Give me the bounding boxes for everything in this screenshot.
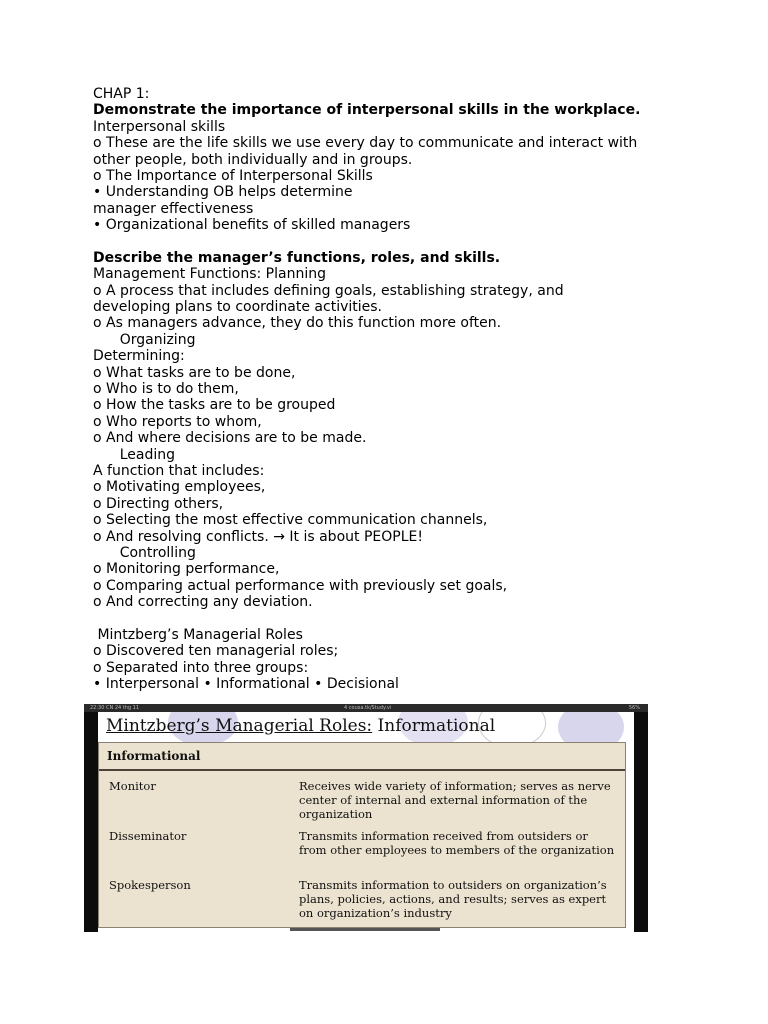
role-name: Disseminator (109, 829, 187, 843)
text-line: o Discovered ten managerial roles; (93, 643, 339, 660)
text-line: o Monitoring performance, (93, 561, 280, 578)
text-line: o Who reports to whom, (93, 413, 262, 430)
text-line: o And resolving conflicts. → It is about PEOPLE! (93, 528, 423, 545)
roles-table (98, 742, 626, 928)
text-line: Management Functions: Planning (93, 266, 326, 283)
text-line: • Organizational benefits of skilled managers (93, 217, 411, 234)
text-line: o These are the life skills we use every day to communicate and interact with (93, 135, 638, 152)
slide-title-suffix: Informational (372, 716, 496, 736)
table-divider (99, 769, 625, 771)
home-indicator (290, 928, 440, 931)
text-line: o A process that includes defining goals, establishing strategy, and (93, 282, 564, 299)
phone-status-bar (84, 704, 648, 712)
text-line: o How the tasks are to be grouped (93, 397, 336, 414)
status-battery: 56% (628, 705, 640, 711)
text-line: • Interpersonal • Informational • Decisional (93, 676, 399, 693)
text-line: o What tasks are to be done, (93, 364, 296, 381)
text-line: manager effectiveness (93, 200, 254, 217)
status-url: 4 cousa.tk/Study.vi (344, 705, 392, 711)
text-line: o Selecting the most effective communication channels, (93, 512, 488, 529)
text-line: Interpersonal skills (93, 118, 226, 135)
text-line (93, 234, 693, 250)
table-heading: Informational (107, 749, 201, 763)
text-line: • Understanding OB helps determine (93, 184, 353, 201)
section-heading: Describe the manager’s functions, roles, and skills. (93, 249, 501, 266)
text-line: A function that includes: (93, 462, 265, 479)
role-name: Spokesperson (109, 878, 191, 892)
text-line (93, 611, 693, 627)
text-line: o The Importance of Interpersonal Skills (93, 167, 373, 184)
text-line: Leading (93, 446, 175, 463)
text-line: o And where decisions are to be made. (93, 430, 367, 447)
text-line: o Separated into three groups: (93, 659, 309, 676)
text-line: Organizing (93, 331, 196, 348)
text-line: o Who is to do them, (93, 381, 239, 398)
slide-title (106, 716, 495, 736)
text-line: o Motivating employees, (93, 479, 266, 496)
text-line: Mintzberg’s Managerial Roles (93, 626, 303, 643)
role-name: Monitor (109, 779, 156, 793)
text-line: o And correcting any deviation. (93, 594, 313, 611)
role-description: Transmits information to outsiders on organization’s plans, policies, actions, and results; serves as expert on organization’s industry (299, 878, 607, 920)
role-description: Transmits information received from outsiders or from other employees to members of the organization (299, 829, 615, 857)
document-body (93, 86, 693, 692)
text-line: o Comparing actual performance with previously set goals, (93, 577, 508, 594)
section-heading: Demonstrate the importance of interpersonal skills in the workplace. (93, 102, 641, 119)
text-line: Controlling (93, 544, 196, 561)
text-line: Determining: (93, 348, 185, 365)
embedded-screenshot (84, 704, 648, 932)
status-time: 22:30 CN 24 thg 11 (90, 705, 140, 711)
slide-title-prefix: Mintzberg’s Managerial Roles: (106, 716, 373, 736)
text-line: developing plans to coordinate activities. (93, 299, 383, 316)
text-line: other people, both individually and in groups. (93, 151, 413, 168)
role-description: Receives wide variety of information; serves as nerve center of internal and external information of the organization (299, 779, 611, 821)
slide (98, 712, 634, 932)
text-line: o Directing others, (93, 495, 224, 512)
text-line: CHAP 1: (93, 86, 150, 102)
text-line: o As managers advance, they do this function more often. (93, 315, 502, 332)
